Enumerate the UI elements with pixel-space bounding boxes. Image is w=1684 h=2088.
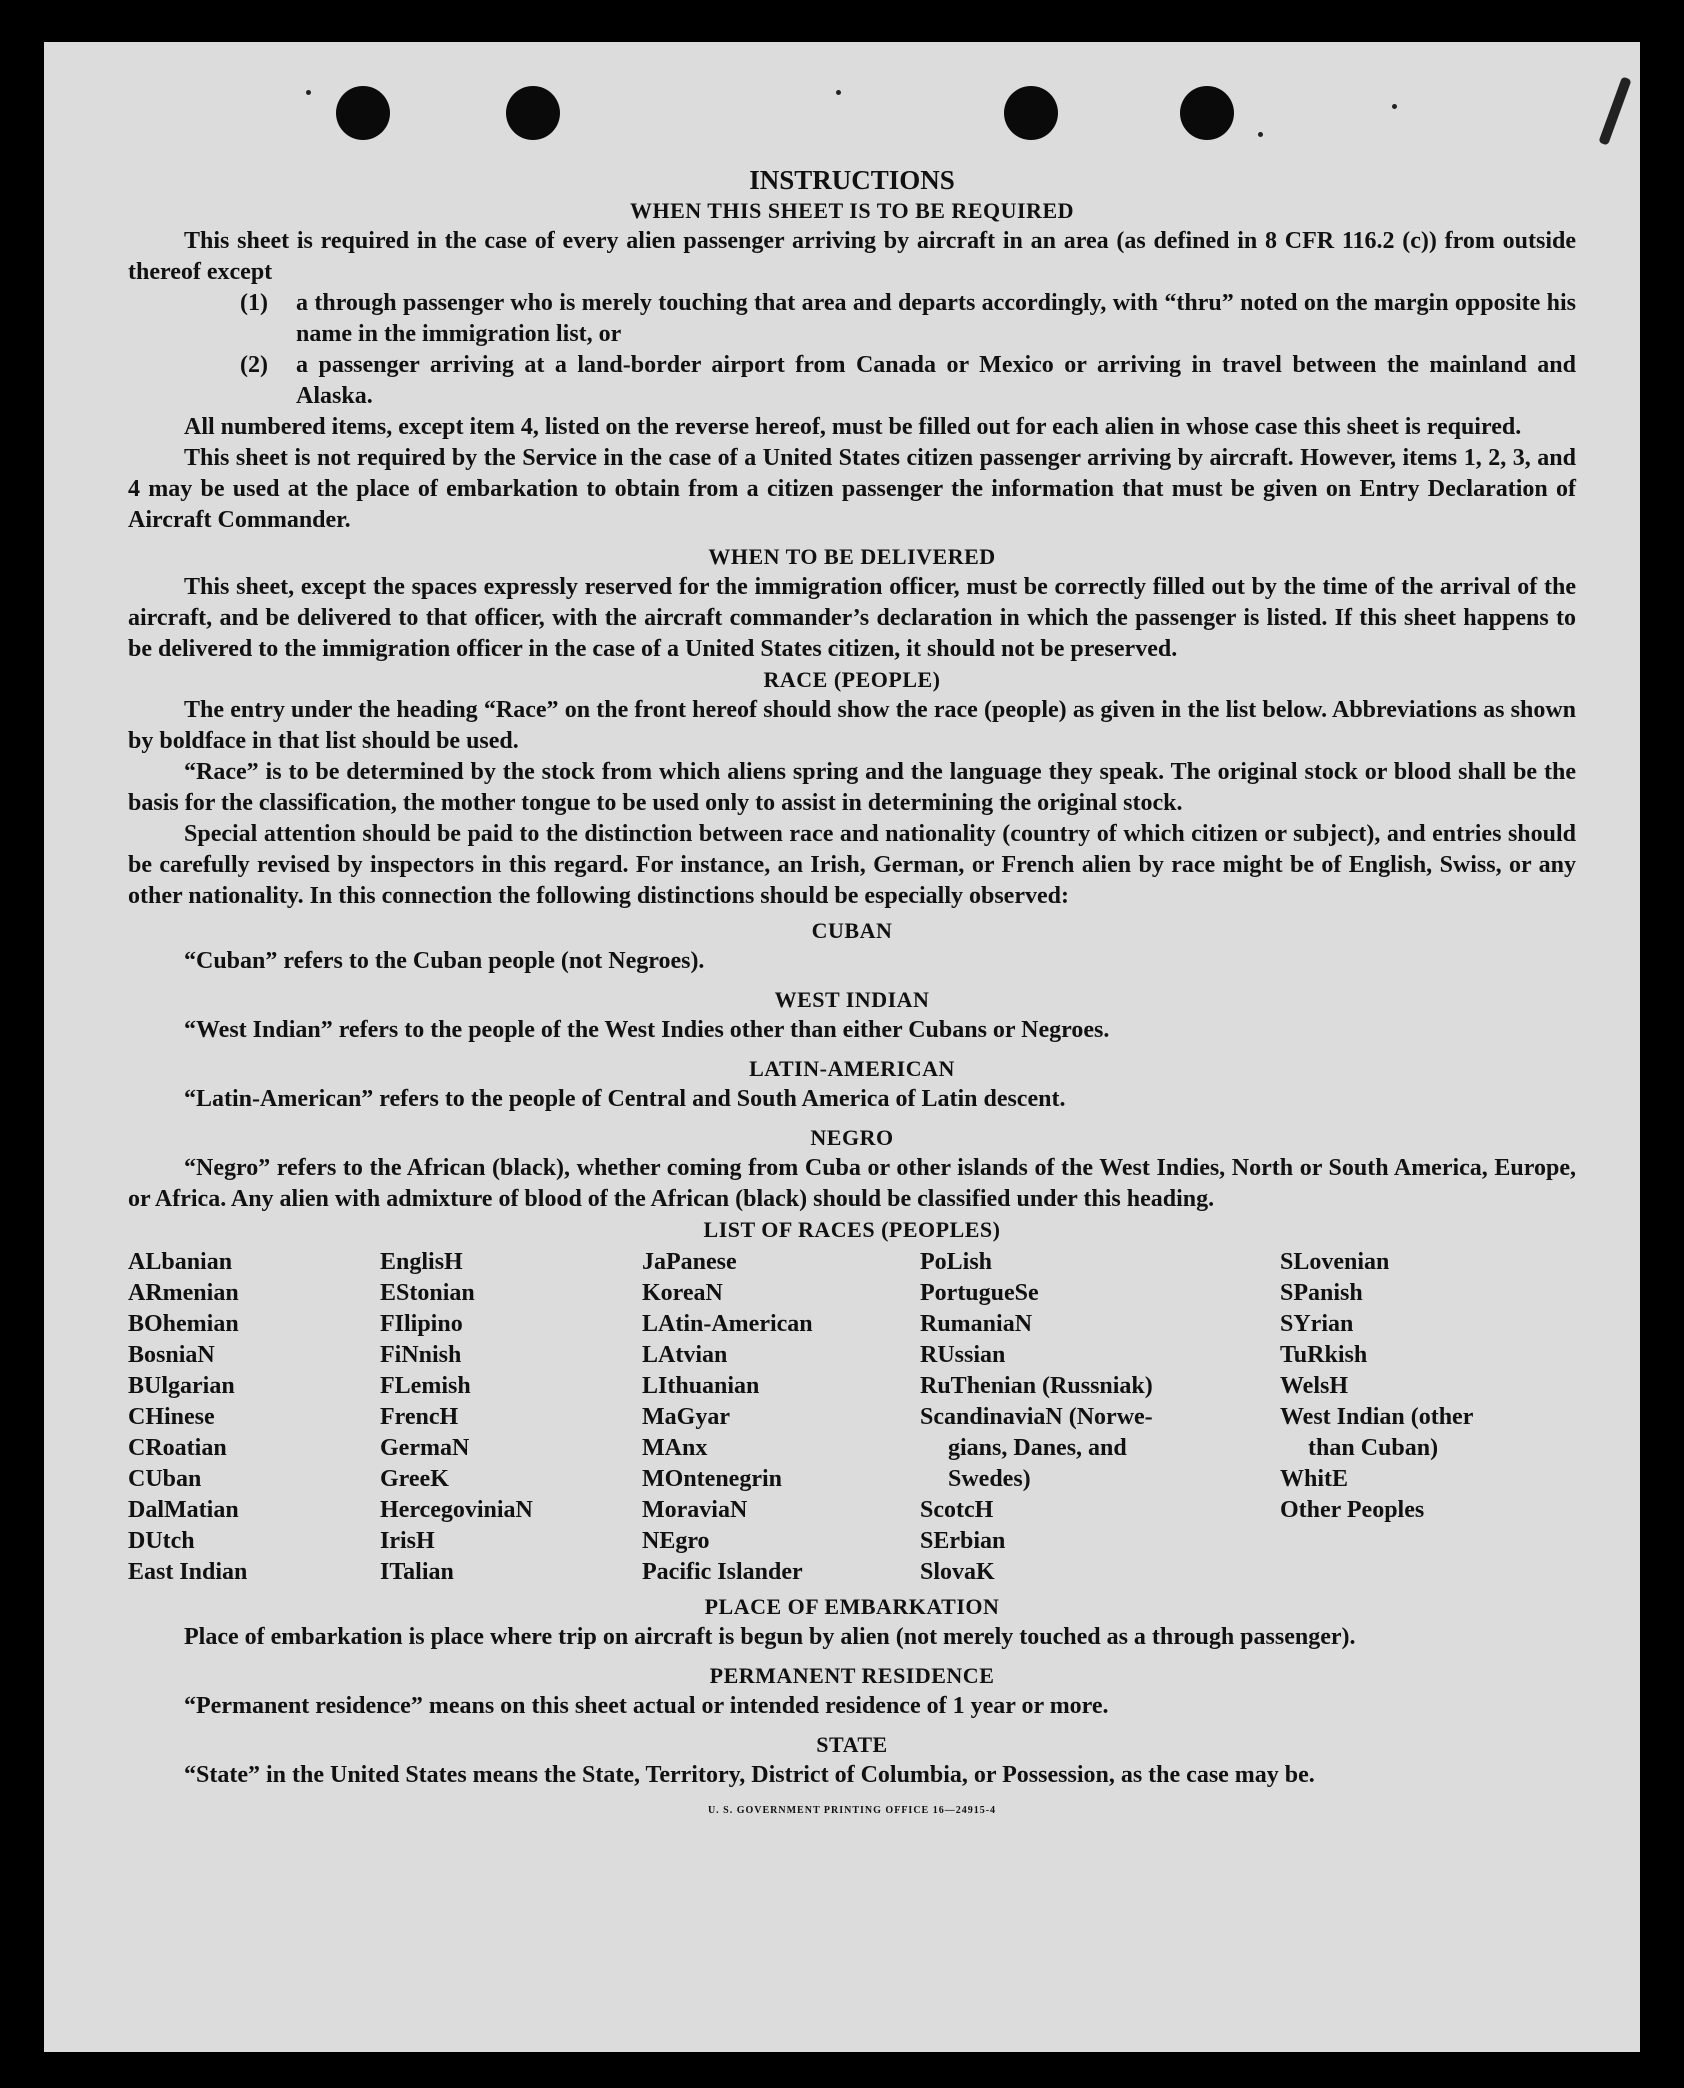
race-entry: KoreaN bbox=[642, 1280, 723, 1306]
paragraph: This sheet is required in the case of every alien passenger arriving by aircraft in an area (as defined in 8 CFR 116.2 (c)) from outside thereof except bbox=[128, 228, 1576, 285]
race-entry: BosniaN bbox=[128, 1342, 215, 1368]
race-entry: West Indian (other bbox=[1280, 1404, 1474, 1430]
race-entry: BOhemian bbox=[128, 1311, 239, 1337]
section-heading: PERMANENT RESIDENCE bbox=[709, 1663, 995, 1688]
race-column bbox=[1280, 1247, 1576, 1588]
speck bbox=[306, 90, 311, 95]
list-item bbox=[128, 350, 1576, 412]
printer-imprint: U. S. GOVERNMENT PRINTING OFFICE 16—24915-4 bbox=[707, 1805, 997, 1816]
section-heading: PLACE OF EMBARKATION bbox=[704, 1594, 1000, 1619]
race-entry: LIthuanian bbox=[642, 1373, 760, 1399]
race-entry: PortugueSe bbox=[920, 1280, 1039, 1306]
race-entry: EStonian bbox=[380, 1280, 475, 1306]
instructions-content bbox=[128, 124, 1576, 1816]
race-entry: PoLish bbox=[920, 1249, 993, 1275]
item-text: a passenger arriving at a land-border airport from Canada or Mexico or arriving in travel between the mainland and Alaska. bbox=[296, 352, 1576, 409]
race-entry: RUssian bbox=[920, 1342, 1006, 1368]
race-entry: DalMatian bbox=[128, 1497, 239, 1523]
race-entry: gians, Danes, and bbox=[948, 1435, 1127, 1461]
item-number: (1) bbox=[240, 290, 268, 316]
race-column bbox=[920, 1247, 1280, 1588]
paragraph: “West Indian” refers to the people of the West Indies other than either Cubans or Negroes. bbox=[184, 1017, 1110, 1043]
race-entry: WhitE bbox=[1280, 1466, 1349, 1492]
paragraph: This sheet, except the spaces expressly reserved for the immigration officer, must be correctly filled out by the time of the arrival of the aircraft, and be delivered to that officer, with the aircraft commander’s declaration in which the passenger is listed. If this sheet happens to be delivered to the immigration officer in the case of a United States citizen, it should not be preserved. bbox=[128, 574, 1576, 662]
section-heading: WEST INDIAN bbox=[774, 987, 930, 1012]
item-number: (2) bbox=[240, 352, 268, 378]
page-title: INSTRUCTIONS bbox=[749, 165, 955, 195]
race-entry: JaPanese bbox=[642, 1249, 737, 1275]
paragraph: “Permanent residence” means on this sheet actual or intended residence of 1 year or more. bbox=[184, 1693, 1109, 1719]
race-entry: IrisH bbox=[380, 1528, 435, 1554]
race-entry: SErbian bbox=[920, 1528, 1006, 1554]
paragraph: “Latin-American” refers to the people of Central and South America of Latin descent. bbox=[184, 1086, 1066, 1112]
race-entry: SLovenian bbox=[1280, 1249, 1390, 1275]
race-entry: Other Peoples bbox=[1280, 1497, 1425, 1523]
race-entry: than Cuban) bbox=[1308, 1435, 1439, 1461]
section-heading: WHEN THIS SHEET IS TO BE REQUIRED bbox=[629, 198, 1075, 223]
section-heading: LATIN-AMERICAN bbox=[749, 1056, 955, 1081]
race-column bbox=[642, 1247, 920, 1588]
pen-mark bbox=[1598, 76, 1631, 145]
race-column bbox=[128, 1247, 380, 1588]
race-entry: MaGyar bbox=[642, 1404, 730, 1430]
paragraph: “Negro” refers to the African (black), whether coming from Cuba or other islands of the West Indies, North or South America, Europe, or Africa. Any alien with admixture of blood of the African (black) should be classified under this heading. bbox=[128, 1155, 1576, 1212]
race-entry: ITalian bbox=[380, 1559, 454, 1585]
section-heading: WHEN TO BE DELIVERED bbox=[708, 544, 996, 569]
race-entry: WelsH bbox=[1280, 1373, 1349, 1399]
race-entry: RuThenian (Russniak) bbox=[920, 1373, 1153, 1399]
section-heading: STATE bbox=[816, 1732, 888, 1757]
paragraph: “Race” is to be determined by the stock from which aliens spring and the language they speak. The original stock or blood shall be the basis for the classification, the mother tongue to be used only to assist in determining the original stock. bbox=[128, 759, 1576, 816]
race-entry: TuRkish bbox=[1280, 1342, 1368, 1368]
race-entry: RumaniaN bbox=[920, 1311, 1033, 1337]
race-entry: SPanish bbox=[1280, 1280, 1363, 1306]
race-entry: MAnx bbox=[642, 1435, 708, 1461]
speck bbox=[1392, 104, 1397, 109]
race-entry: FIlipino bbox=[380, 1311, 463, 1337]
speck bbox=[836, 90, 841, 95]
paragraph: The entry under the heading “Race” on the front hereof should show the race (people) as given in the list below. Abbreviations as shown by boldface in that list should be used. bbox=[128, 697, 1576, 754]
race-entry: FrencH bbox=[380, 1404, 459, 1430]
race-entry: SlovaK bbox=[920, 1559, 995, 1585]
race-entry: EnglisH bbox=[380, 1249, 463, 1275]
race-entry: ScandinaviaN (Norwe- bbox=[920, 1404, 1153, 1430]
race-entry: DUtch bbox=[128, 1528, 195, 1554]
race-entry: GermaN bbox=[380, 1435, 470, 1461]
race-entry: CUban bbox=[128, 1466, 202, 1492]
race-entry: NEgro bbox=[642, 1528, 710, 1554]
paragraph: Special attention should be paid to the distinction between race and nationality (country of which citizen or subject), and entries should be carefully revised by inspectors in this regard. For instance, an Irish, German, or French alien by race might be of English, Swiss, or any other nationality. In this connection the following distinctions should be especially observed: bbox=[128, 821, 1576, 909]
paragraph: This sheet is not required by the Service in the case of a United States citizen passenger arriving by aircraft. However, items 1, 2, 3, and 4 may be used at the place of embarkation to obtain from a citizen passenger the information that must be given on Entry Declaration of Aircraft Commander. bbox=[128, 445, 1576, 533]
section-heading: NEGRO bbox=[810, 1125, 894, 1150]
race-entry: ALbanian bbox=[128, 1249, 233, 1275]
race-entry: Pacific Islander bbox=[642, 1559, 803, 1585]
race-entry: ARmenian bbox=[128, 1280, 239, 1306]
race-entry: LAtvian bbox=[642, 1342, 728, 1368]
document-sheet bbox=[44, 42, 1640, 2052]
section-heading: CUBAN bbox=[811, 918, 893, 943]
race-entry: East Indian bbox=[128, 1559, 248, 1585]
race-entry: LAtin-American bbox=[642, 1311, 813, 1337]
section-heading: LIST OF RACES (PEOPLES) bbox=[703, 1217, 1001, 1242]
item-text: a through passenger who is merely touching that area and departs accordingly, with “thru” noted on the margin opposite his name in the immigration list, or bbox=[296, 290, 1576, 347]
race-column bbox=[380, 1247, 642, 1588]
race-entry: CRoatian bbox=[128, 1435, 227, 1461]
race-entry: BUlgarian bbox=[128, 1373, 235, 1399]
paragraph: All numbered items, except item 4, listed on the reverse hereof, must be filled out for each alien in whose case this sheet is required. bbox=[184, 414, 1522, 440]
paragraph: “State” in the United States means the State, Territory, District of Columbia, or Possession, as the case may be. bbox=[184, 1762, 1315, 1788]
paragraph: Place of embarkation is place where trip on aircraft is begun by alien (not merely touched as a through passenger). bbox=[184, 1624, 1356, 1650]
race-entry: CHinese bbox=[128, 1404, 215, 1430]
race-entry: MoraviaN bbox=[642, 1497, 748, 1523]
race-list bbox=[128, 1247, 1576, 1588]
race-entry: SYrian bbox=[1280, 1311, 1354, 1337]
race-entry: FiNnish bbox=[380, 1342, 462, 1368]
race-entry: HercegoviniaN bbox=[380, 1497, 533, 1523]
paragraph: “Cuban” refers to the Cuban people (not Negroes). bbox=[184, 948, 705, 974]
race-entry: Swedes) bbox=[948, 1466, 1031, 1492]
race-entry: MOntenegrin bbox=[642, 1466, 782, 1492]
list-item bbox=[128, 288, 1576, 350]
section-heading: RACE (PEOPLE) bbox=[763, 667, 941, 692]
race-entry: FLemish bbox=[380, 1373, 471, 1399]
race-entry: GreeK bbox=[380, 1466, 449, 1492]
race-entry: ScotcH bbox=[920, 1497, 994, 1523]
